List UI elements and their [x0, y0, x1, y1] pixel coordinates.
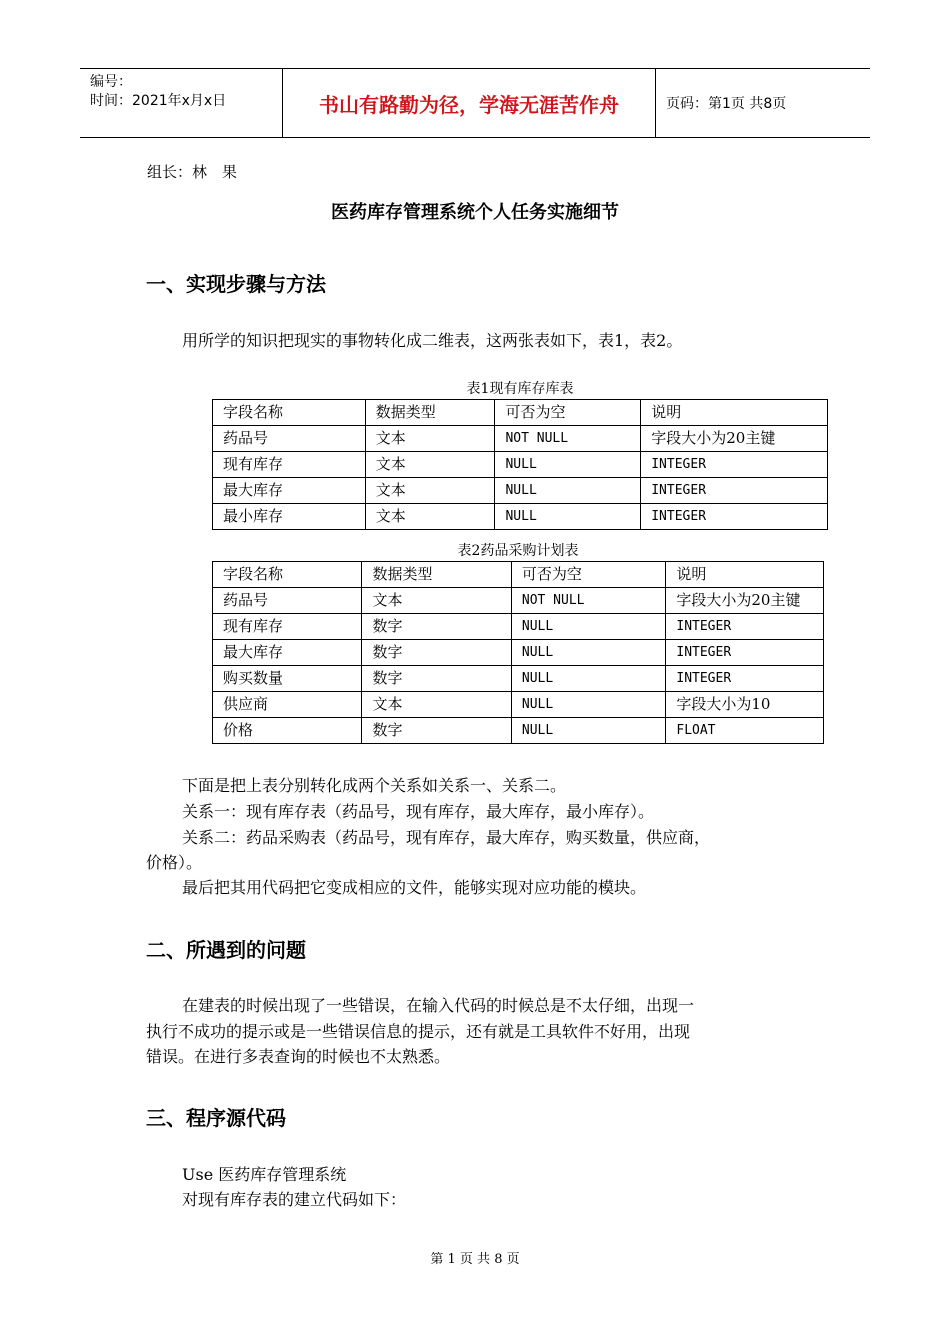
header-number: 编号： [90, 74, 132, 90]
section2-heading: 二、所遇到的问题 [146, 938, 306, 962]
code-intro-line: 对现有库存表的建立代码如下： [182, 1190, 407, 1209]
header-motto: 书山有路勤为径，学海无涯苦作舟 [283, 69, 656, 137]
table2 [212, 561, 824, 744]
table-cell: NULL [495, 504, 641, 530]
header-page-number: 页码：第1页 共8页 [666, 96, 787, 112]
table-cell: 文本 [362, 692, 511, 718]
table-cell: 文本 [365, 426, 495, 452]
table-cell: INTEGER [666, 640, 824, 666]
document-title: 医药库存管理系统个人任务实施细节 [331, 202, 619, 223]
table-cell: 字段名称 [213, 562, 362, 588]
table-cell: 价格 [213, 718, 362, 744]
table-row [213, 478, 828, 504]
table-cell: 字段大小为10 [666, 692, 824, 718]
table-cell: 药品号 [213, 426, 366, 452]
relation-one: 关系一：现有库存表（药品号，现有库存，最大库存，最小库存）。 [182, 802, 655, 821]
table-cell: NULL [495, 478, 641, 504]
table-row [213, 400, 828, 426]
table-cell: NULL [511, 614, 666, 640]
table-row [213, 692, 824, 718]
table-cell: NOT NULL [495, 426, 641, 452]
table-cell: 数字 [362, 640, 511, 666]
table-cell: 可否为空 [495, 400, 641, 426]
table-cell: 现有库存 [213, 614, 362, 640]
section1-heading: 一、实现步骤与方法 [146, 272, 326, 296]
table-cell: 最大库存 [213, 640, 362, 666]
section3-heading: 三、程序源代码 [146, 1106, 286, 1130]
page-header [80, 68, 870, 138]
page-footer: 第 1 页 共 8 页 [430, 1252, 520, 1267]
table-cell: NULL [511, 692, 666, 718]
table-cell: 现有库存 [213, 452, 366, 478]
table-row [213, 426, 828, 452]
table-cell: INTEGER [641, 452, 828, 478]
relation-two-cont: 价格）。 [146, 853, 203, 872]
table-cell: 供应商 [213, 692, 362, 718]
problem-line-3: 错误。在进行多表查询的时候也不太熟悉。 [146, 1047, 451, 1066]
table-cell: NULL [495, 452, 641, 478]
table-cell: NULL [511, 718, 666, 744]
header-meta [80, 69, 283, 137]
table-cell: 数字 [362, 614, 511, 640]
table-cell: INTEGER [641, 478, 828, 504]
table-row [213, 452, 828, 478]
table-cell: NULL [511, 640, 666, 666]
table-cell: INTEGER [666, 614, 824, 640]
leader-line: 组长：林 果 [147, 163, 238, 181]
table1-caption: 表1现有库存库表 [466, 381, 574, 397]
problem-line-1: 在建表的时候出现了一些错误，在输入代码的时候总是不太仔细，出现一 [182, 996, 695, 1015]
table-row [213, 614, 824, 640]
table-cell: 可否为空 [511, 562, 666, 588]
table-cell: 文本 [365, 478, 495, 504]
table-row [213, 640, 824, 666]
table-cell: 药品号 [213, 588, 362, 614]
table-cell: 文本 [365, 504, 495, 530]
table-cell: 最小库存 [213, 504, 366, 530]
problem-line-2: 执行不成功的提示或是一些错误信息的提示，还有就是工具软件不好用，出现 [146, 1022, 691, 1041]
relation-two: 关系二：药品采购表（药品号，现有库存，最大库存，购买数量，供应商， [182, 828, 711, 847]
table-row [213, 504, 828, 530]
table-row [213, 562, 824, 588]
table-cell: 文本 [365, 452, 495, 478]
table-cell: 数字 [362, 718, 511, 744]
table-cell: 字段名称 [213, 400, 366, 426]
table-cell: NOT NULL [511, 588, 666, 614]
table-cell: 说明 [666, 562, 824, 588]
table-cell: 购买数量 [213, 666, 362, 692]
table-cell: 字段大小为20主键 [666, 588, 824, 614]
table-cell: 数据类型 [362, 562, 511, 588]
table-cell: 文本 [362, 588, 511, 614]
final-step: 最后把其用代码把它变成相应的文件，能够实现对应功能的模块。 [182, 878, 647, 897]
section1-intro: 用所学的知识把现实的事物转化成二维表，这两张表如下，表1，表2。 [182, 331, 683, 350]
relations-intro: 下面是把上表分别转化成两个关系如关系一、关系二。 [182, 776, 567, 795]
table2-caption: 表2药品采购计划表 [457, 543, 579, 559]
table-cell: INTEGER [666, 666, 824, 692]
table-cell: 说明 [641, 400, 828, 426]
table-row [213, 718, 824, 744]
table1 [212, 399, 828, 530]
table-cell: 最大库存 [213, 478, 366, 504]
table-cell: INTEGER [641, 504, 828, 530]
header-time: 时间：2021年x月x日 [90, 93, 227, 109]
table2-body [213, 562, 824, 744]
code-use-line: Use 医药库存管理系统 [182, 1165, 347, 1184]
table-cell: 字段大小为20主键 [641, 426, 828, 452]
table-row [213, 588, 824, 614]
table-cell: FLOAT [666, 718, 824, 744]
table1-body [213, 400, 828, 530]
table-cell: 数字 [362, 666, 511, 692]
table-cell: 数据类型 [365, 400, 495, 426]
table-row [213, 666, 824, 692]
table-cell: NULL [511, 666, 666, 692]
